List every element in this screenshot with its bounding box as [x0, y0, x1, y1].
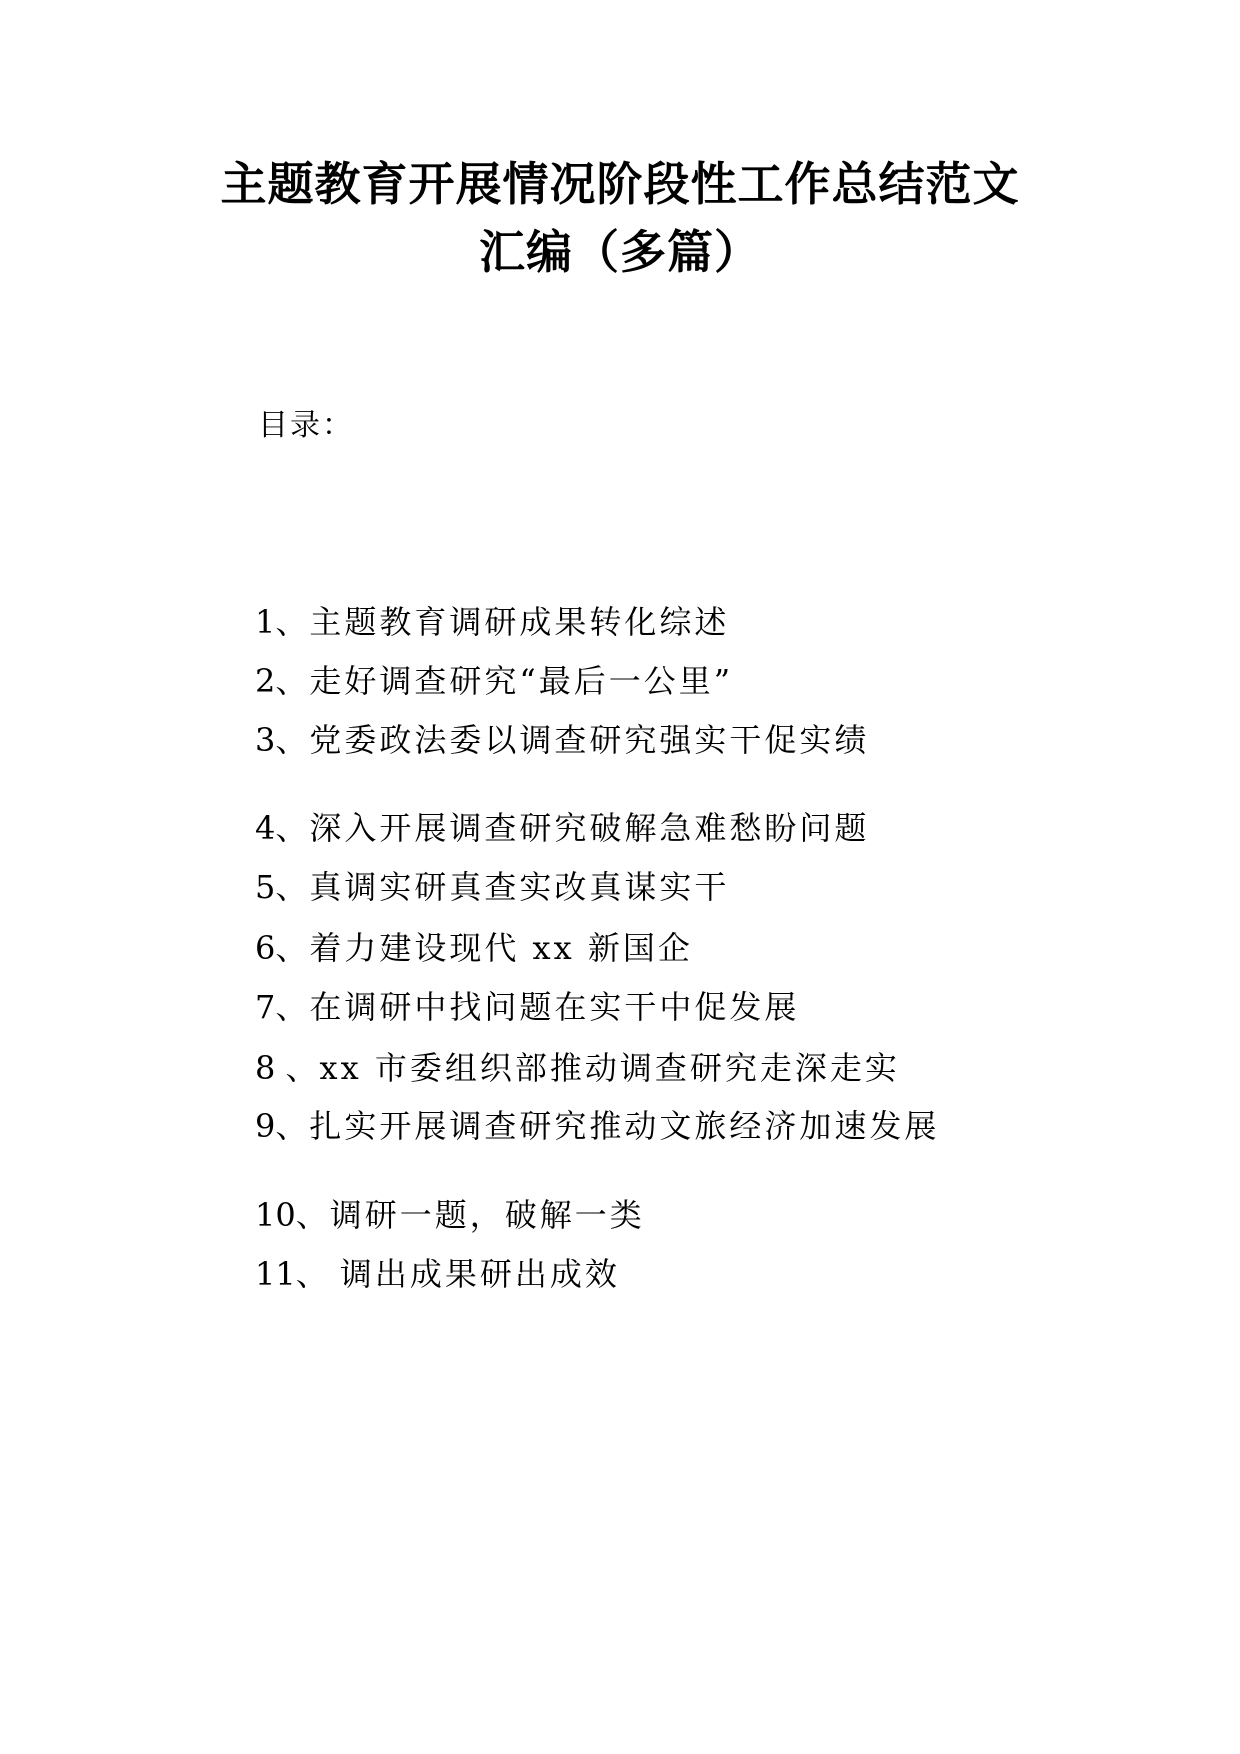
title-line-2: 汇编（多篇） [479, 225, 761, 279]
toc-item-4: 4、深入开展调查研究破解急难愁盼问题 [255, 809, 870, 847]
toc-item-8: 8 、xx 市委组织部推动调查研究走深走实 [255, 1049, 900, 1087]
toc-item-1: 1、主题教育调研成果转化综述 [255, 603, 730, 641]
toc-item-5: 5、真调实研真查实改真谋实干 [255, 868, 730, 906]
toc-item-3: 3、党委政法委以调查研究强实干促实绩 [255, 721, 870, 759]
toc-heading: 目录： [258, 408, 354, 443]
toc-item-6: 6、着力建设现代 xx 新国企 [255, 929, 693, 967]
toc-item-11: 11、 调出成果研出成效 [255, 1255, 620, 1293]
toc-item-9: 9、扎实开展调查研究推动文旅经济加速发展 [255, 1107, 940, 1145]
toc-item-10: 10、调研一题，破解一类 [255, 1196, 645, 1234]
toc-item-7: 7、在调研中找问题在实干中促发展 [255, 988, 800, 1026]
document-title [0, 150, 1240, 286]
toc-item-2: 2、走好调查研究“最后一公里” [255, 662, 734, 700]
title-line-1: 主题教育开展情况阶段性工作总结范文 [220, 157, 1020, 211]
